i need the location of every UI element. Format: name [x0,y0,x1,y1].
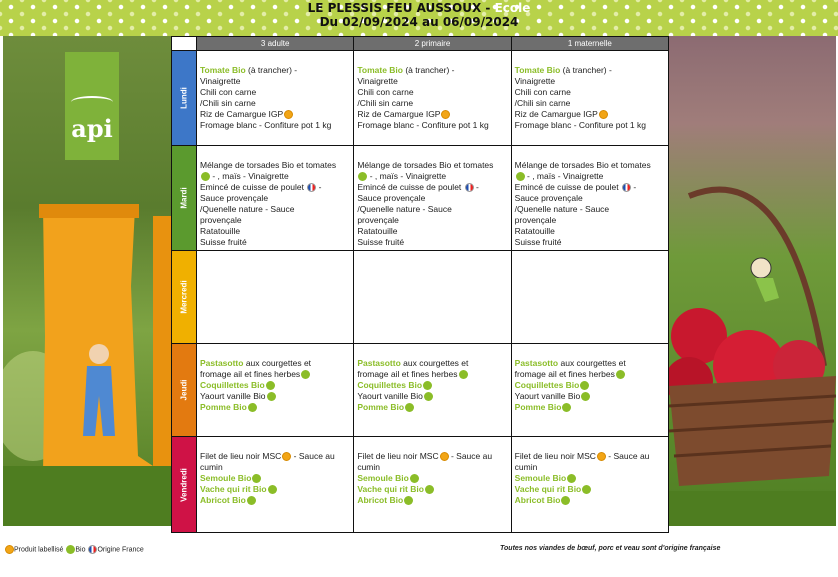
menu-cell [511,251,668,344]
dish-line [515,193,665,204]
day-label: Lundi [179,87,189,109]
bio-icon [616,370,625,379]
dish-line [357,237,507,248]
day-label-cell [172,344,197,437]
dish-line [515,226,665,237]
dish-line [200,193,350,204]
dish-line [357,369,507,380]
bio-icon [581,392,590,401]
menu-cell [354,344,511,437]
dish-line [357,391,507,402]
dish-line [357,109,507,120]
bio-icon [248,403,257,412]
bio-icon [410,474,419,483]
dish-line [200,495,350,506]
day-row [172,344,669,437]
dish-line [357,98,507,109]
dish-line [357,87,507,98]
dish-text: Pomme Bio [357,402,405,412]
legend [4,545,144,554]
dish-text: aux courgettes et [400,358,469,368]
dish-text: Pastasotto [357,358,401,368]
dish-line [357,171,507,182]
dish-text: aux courgettes et [558,358,626,368]
label-product-icon [282,452,291,461]
bio-icon [358,172,367,181]
dish-text: Emincé de cuisse de poulet [357,182,464,192]
bio-icon [266,381,275,390]
dish-text: - [316,182,322,192]
bio-icon [562,403,571,412]
day-row [172,437,669,533]
dish-text: Yaourt vanille Bio [357,391,423,401]
dish-text: Vinaigrette [200,76,241,86]
column-header: 3 adulte [197,37,354,51]
dish-line [200,391,350,402]
dish-text: Ratatouille [514,226,555,236]
menu-cell [354,251,511,344]
france-flag-icon [307,183,316,192]
dish-line [357,215,507,226]
dish-text: /Chili sin carne [514,98,571,108]
dish-text: Vinaigrette [357,76,398,86]
dish-line [357,380,507,391]
menu-cell [197,344,354,437]
menu-cell [511,146,668,251]
dish-text: Mélange de torsades Bio et tomates [200,160,337,170]
dish-line [200,65,350,76]
dish-text: - , maïs - Vinaigrette [524,171,604,181]
france-flag-icon [622,183,631,192]
menu-cell [511,344,668,437]
label-product-icon [284,110,293,119]
label-product-icon [440,452,449,461]
dish-line [200,473,350,484]
bio-icon [425,485,434,494]
dish-text: Riz de Camargue IGP [514,109,598,119]
photo-boots-garden [3,36,171,526]
dish-text: Coquillettes Bio [357,380,423,390]
dish-line [200,369,350,380]
france-flag-icon [465,183,474,192]
dish-text: /Quenelle nature - Sauce [357,204,452,214]
dish-line [515,484,665,495]
dish-text: Vinaigrette [514,76,556,86]
day-label: Vendredi [179,467,189,502]
menu-cell [511,437,668,533]
dish-text: - Sauce au [605,451,650,461]
dish-line [515,76,665,87]
bio-icon [405,403,414,412]
dish-line [200,226,350,237]
dish-line [515,98,665,109]
dish-text: Tomate Bio [357,65,403,75]
dish-text: Tomate Bio [514,65,561,75]
menu-cell [197,51,354,146]
dish-text: Yaourt vanille Bio [200,391,266,401]
dish-line [357,182,507,193]
apple-basket-illustration [669,36,836,526]
dish-line [515,182,665,193]
dish-line [515,87,665,98]
dish-text: provençale [514,215,557,225]
dish-text: Vache qui rit Bio [357,484,424,494]
dish-text: Abricot Bio [357,495,404,505]
label-product-icon [5,545,14,554]
dish-text: /Quenelle nature - Sauce [514,204,610,214]
dish-text: Semoule Bio [514,473,567,483]
dish-line [515,237,665,248]
dish-line [200,182,350,193]
dish-text: Vache qui rit Bio [514,484,582,494]
dish-text: Filet de lieu noir MSC [200,451,282,461]
dish-text: Abricot Bio [200,495,246,505]
dish-text: - , maïs - Vinaigrette [367,171,447,181]
bio-icon [567,474,576,483]
bio-icon [247,496,256,505]
dish-line [357,204,507,215]
dish-line [515,495,665,506]
dish-text: fromage ail et fines herbes [200,369,301,379]
page-title: LE PLESSIS FEU AUSSOUX - Ecole [307,1,531,15]
bio-icon [459,370,468,379]
dish-text: Coquillettes Bio [200,380,265,390]
dish-line [515,120,665,131]
dish-text: Pomme Bio [514,402,562,412]
menu-cell [354,437,511,533]
day-label-cell [172,437,197,533]
dish-line [357,65,507,76]
column-header: 2 primaire [354,37,511,51]
day-row [172,51,669,146]
day-label: Mardi [179,187,189,209]
dish-text: Semoule Bio [200,473,252,483]
dish-text: Chili con carne [514,87,571,97]
dish-line [515,369,665,380]
dish-text: - Sauce au [448,451,493,461]
dish-text: Fromage blanc - Confiture pot 1 kg [357,120,489,130]
dish-line [357,358,507,369]
dish-text: Filet de lieu noir MSC [514,451,596,461]
dish-line [357,484,507,495]
dish-line [357,226,507,237]
photo-apple-basket [669,36,836,526]
dish-line [357,462,507,473]
dish-text: Ratatouille [357,226,398,236]
dish-line [515,451,665,462]
bio-icon [301,370,310,379]
dish-text: Tomate Bio [200,65,246,75]
label-product-icon [441,110,450,119]
dish-line [515,358,665,369]
dish-line [357,76,507,87]
dish-text: Filet de lieu noir MSC [357,451,439,461]
menu-cell [197,437,354,533]
bio-icon [516,172,525,181]
dish-text: Semoule Bio [357,473,409,483]
bio-icon [580,381,589,390]
dish-line [200,120,350,131]
dish-line [357,402,507,413]
dish-line [200,76,350,87]
dish-text: Riz de Camargue IGP [357,109,441,119]
dish-line [200,462,350,473]
dish-text: provençale [357,215,399,225]
dish-line [357,473,507,484]
dish-text: /Quenelle nature - Sauce [200,204,295,214]
menu-cell [197,146,354,251]
api-logo: api [65,52,119,160]
dish-text: cumin [514,462,538,472]
day-label: Jeudi [179,379,189,401]
dish-text: cumin [200,462,223,472]
day-label-cell [172,251,197,344]
dish-line [357,495,507,506]
day-label: Mercredi [179,280,189,314]
legend-label-product: Produit labellisé [14,546,64,554]
dish-text: Suisse fruité [514,237,562,247]
label-product-icon [597,452,606,461]
dish-text: fromage ail et fines herbes [357,369,458,379]
dish-text: Mélange de torsades Bio et tomates [514,160,651,170]
dish-line [357,160,507,171]
period-title: Du 02/09/2024 au 06/09/2024 [319,15,519,29]
menu-cell [511,51,668,146]
dish-line [200,160,350,171]
header-banner [0,0,838,36]
bio-icon [423,381,432,390]
bio-icon [404,496,413,505]
footer-note: Toutes nos viandes de bœuf, porc et veau sont d'origine française [500,545,721,552]
dish-text: Pastasotto [514,358,559,368]
dish-line [515,204,665,215]
dish-line [200,171,350,182]
dish-text: Vache qui rit Bio [200,484,267,494]
dish-line [200,109,350,120]
dish-text: Pastasotto [200,358,244,368]
dish-text: Yaourt vanille Bio [514,391,581,401]
bio-icon [252,474,261,483]
dish-text: Mélange de torsades Bio et tomates [357,160,494,170]
dish-line [515,171,665,182]
legend-origin: Origine France [97,546,144,554]
day-label-cell [172,51,197,146]
dish-line [357,451,507,462]
dish-text: Suisse fruité [357,237,405,247]
dish-line [515,65,665,76]
bio-icon [424,392,433,401]
dish-text: aux courgettes et [243,358,312,368]
dish-line [515,380,665,391]
column-header: 1 maternelle [511,37,668,51]
dish-text: /Chili sin carne [200,98,256,108]
dish-text: - [473,182,479,192]
dish-line [200,451,350,462]
bio-icon [268,485,277,494]
rubber-boots-illustration [3,36,171,526]
dish-text: (à trancher) - [402,65,455,75]
dish-text: Emincé de cuisse de poulet [514,182,621,192]
dish-text: fromage ail et fines herbes [514,369,615,379]
table-corner [172,37,197,51]
dish-line [515,462,665,473]
dish-text: Chili con carne [200,87,257,97]
day-row [172,251,669,344]
dish-line [200,358,350,369]
bio-icon [267,392,276,401]
dish-text: Ratatouille [200,226,241,236]
dish-line [200,204,350,215]
dish-text: Fromage blanc - Confiture pot 1 kg [514,120,646,130]
dish-text: Pomme Bio [200,402,247,412]
bio-icon [582,485,591,494]
menu-table [171,36,669,533]
dish-text: - Sauce au [291,451,335,461]
dish-text: (à trancher) - [560,65,612,75]
dish-text: Abricot Bio [514,495,561,505]
menu-cell [354,146,511,251]
dish-line [515,402,665,413]
dish-line [200,215,350,226]
dish-line [515,109,665,120]
dish-text: (à trancher) - [245,65,298,75]
dish-text: Riz de Camargue IGP [200,109,284,119]
dish-line [200,380,350,391]
dish-text: - , maïs - Vinaigrette [210,171,289,181]
dish-text: Sauce provençale [200,193,269,203]
dish-text: - [630,182,637,192]
dish-text: /Chili sin carne [357,98,414,108]
dish-line [515,391,665,402]
dish-line [200,402,350,413]
dish-line [515,473,665,484]
dish-line [200,87,350,98]
dish-line [200,98,350,109]
dish-text: Coquillettes Bio [514,380,580,390]
dish-text: Suisse fruité [200,237,247,247]
dish-line [515,215,665,226]
dish-line [357,193,507,204]
legend-bio: Bio [75,546,86,554]
dish-line [200,237,350,248]
bio-icon [561,496,570,505]
dish-text: Sauce provençale [514,193,583,203]
bio-icon [201,172,210,181]
dish-text: Fromage blanc - Confiture pot 1 kg [200,120,332,130]
day-label-cell [172,146,197,251]
dish-text: Sauce provençale [357,193,426,203]
menu-cell [197,251,354,344]
label-product-icon [599,110,608,119]
dish-text: Emincé de cuisse de poulet [200,182,307,192]
day-row [172,146,669,251]
dish-line [515,160,665,171]
dish-text: Chili con carne [357,87,414,97]
menu-cell [354,51,511,146]
dish-text: provençale [200,215,242,225]
dish-text: cumin [357,462,381,472]
dish-line [357,120,507,131]
dish-line [200,484,350,495]
